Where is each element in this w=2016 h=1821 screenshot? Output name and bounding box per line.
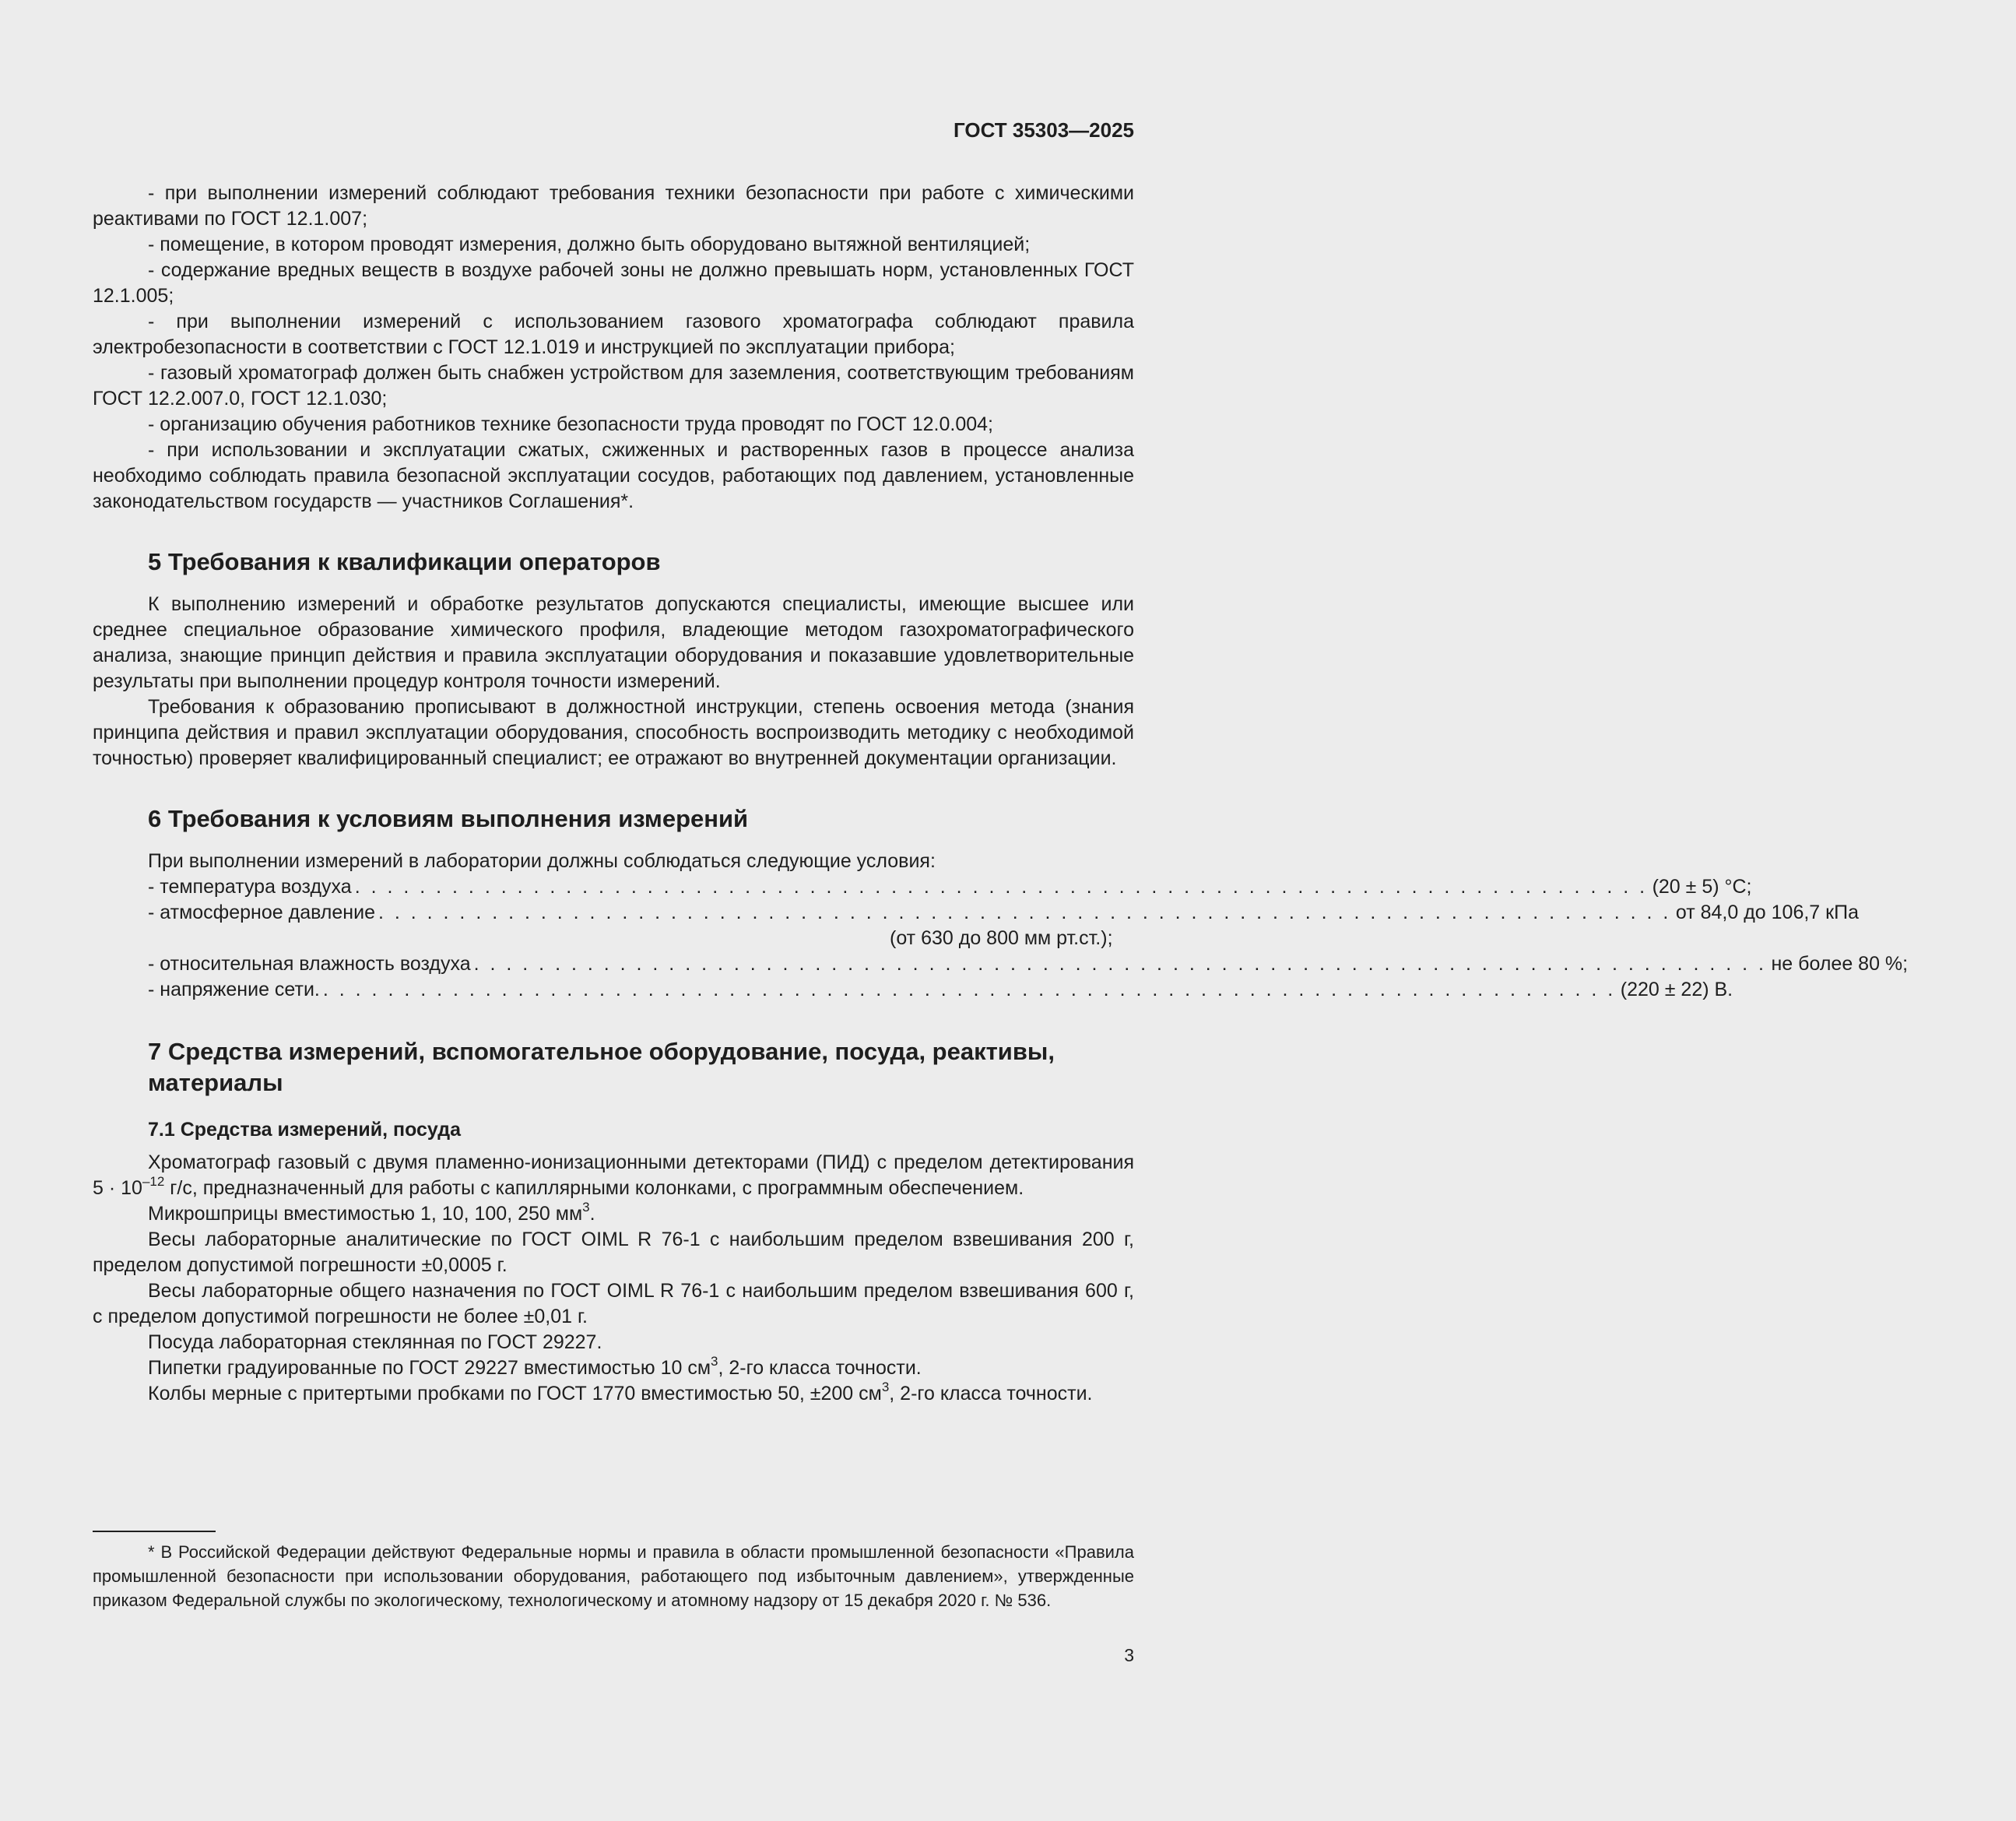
condition-row bbox=[93, 900, 1859, 926]
condition-label: - температура воздуха bbox=[148, 876, 352, 898]
superscript: –12 bbox=[142, 1173, 165, 1189]
condition-row bbox=[93, 874, 1752, 900]
document-body bbox=[93, 181, 1909, 1407]
dot-leader: . . . . . . . . . . . . . . . . . . . . . . . . . . . . . . . . . . . . . . . . . . . . . . . . . . . . . . . . . . . . . . . . . . . . . . . . . . . . . . . . bbox=[354, 876, 1648, 898]
text-run: г/с, предназначенный для работы с капиллярными колонками, с программным обеспечением. bbox=[164, 1177, 1024, 1199]
text-run: , 2-го класса точности. bbox=[718, 1357, 922, 1379]
condition-row bbox=[93, 977, 1733, 1003]
section-7-heading bbox=[93, 1036, 1134, 1099]
condition-label: - относительная влажность воздуха bbox=[148, 953, 471, 975]
condition-value: (20 ± 5) °С; bbox=[1652, 876, 1752, 898]
superscript: 3 bbox=[582, 1199, 590, 1215]
section-5-paragraph: Требования к образованию прописывают в должностной инструкции, степень освоения метода (знания принципа действия и правил эксплуатации оборудования, способность воспроизводить методику с необходимой точностью) проверяет квалифицированный специалист; ее отражают во внутренней документации организации. bbox=[93, 696, 1134, 769]
superscript: 3 bbox=[881, 1379, 890, 1394]
condition-label: - напряжение сети. bbox=[148, 979, 320, 1000]
text-run: Колбы мерные с притертыми пробками по ГОСТ 1770 вместимостью 50, ±200 см bbox=[148, 1383, 882, 1404]
list-item: - при выполнении измерений соблюдают требования техники безопасности при работе с химическими реактивами по ГОСТ 12.1.007; bbox=[93, 182, 1134, 230]
safety-requirements-list bbox=[93, 181, 1134, 515]
section-5-paragraph: К выполнению измерений и обработке результатов допускаются специалисты, имеющие высшее или среднее специальное образование химического профиля, владеющие методом газохроматографического анализа, знающие принцип действия и правила эксплуатации оборудования и показавшие удовлетворительные результаты при выполнении процедур контроля точности измерений. bbox=[93, 593, 1134, 692]
dot-leader: . . . . . . . . . . . . . . . . . . . . . . . . . . . . . . . . . . . . . . . . . . . . . . . . . . . . . . . . . . . . . . . . . . . . . . . . . . . . . . . . bbox=[378, 902, 1671, 923]
conditions-list bbox=[93, 874, 1909, 1003]
list-item: - при использовании и эксплуатации сжатых, сжиженных и растворенных газов в процессе анализа необходимо соблюдать правила безопасной эксплуатации сосудов, работающих под давлением, установленные законодательством государств — участников Соглашения*. bbox=[93, 439, 1134, 512]
list-item: - газовый хроматограф должен быть снабжен устройством для заземления, соответствующим требованиям ГОСТ 12.2.007.0, ГОСТ 12.1.030; bbox=[93, 362, 1134, 410]
text-run: Хроматограф газовый с двумя пламенно-ионизационными детекторами (ПИД) с пределом детектирования 5 · 10 bbox=[93, 1151, 1134, 1199]
equipment-paragraph: Посуда лабораторная стеклянная по ГОСТ 29227. bbox=[148, 1331, 602, 1353]
section-5-heading: 5 Требования к квалификации операторов bbox=[148, 548, 661, 575]
section-7-heading-line: материалы bbox=[148, 1069, 283, 1096]
list-item: - помещение, в котором проводят измерения, должно быть оборудовано вытяжной вентиляцией; bbox=[148, 234, 1031, 255]
section-6-intro: При выполнении измерений в лаборатории должны соблюдаться следующие условия: bbox=[148, 850, 936, 872]
equipment-paragraph bbox=[93, 1355, 1134, 1381]
list-item: - организацию обучения работников технике безопасности труда проводят по ГОСТ 12.0.004; bbox=[148, 413, 993, 435]
list-item: - содержание вредных веществ в воздухе рабочей зоны не должно превышать норм, установленных ГОСТ 12.1.005; bbox=[93, 259, 1134, 307]
equipment-paragraph bbox=[93, 1381, 1134, 1407]
footnote bbox=[93, 1540, 1134, 1612]
dot-leader: . . . . . . . . . . . . . . . . . . . . . . . . . . . . . . . . . . . . . . . . . . . . . . . . . . . . . . . . . . . . . . . . . . . . . . . . . . . . . . . . bbox=[473, 953, 1767, 975]
condition-row bbox=[93, 951, 1909, 977]
condition-value: (220 ± 22) В. bbox=[1620, 979, 1733, 1000]
condition-value: от 84,0 до 106,7 кПа bbox=[1675, 902, 1859, 923]
document-code-header: ГОСТ 35303—2025 bbox=[954, 118, 1134, 142]
dot-leader: . . . . . . . . . . . . . . . . . . . . . . . . . . . . . . . . . . . . . . . . . . . . . . . . . . . . . . . . . . . . . . . . . . . . . . . . . . . . . . . . bbox=[322, 979, 1616, 1000]
condition-label: - атмосферное давление bbox=[148, 902, 375, 923]
condition-value-continuation: (от 630 до 800 мм рт.ст.); bbox=[890, 927, 1113, 949]
section-7-heading-line: 7 Средства измерений, вспомогательное оборудование, посуда, реактивы, bbox=[148, 1038, 1055, 1065]
superscript: 3 bbox=[711, 1353, 718, 1369]
footnote-text: * В Российской Федерации действуют Федеральные нормы и правила в области промышленной безопасности «Правила промышленной безопасности при использовании оборудования, работающего под избыточным давлением», утвержденные приказом Федеральной службы по экологическому, технологическому и атомному надзору от 15 декабря 2020 г. № 536. bbox=[93, 1542, 1134, 1610]
list-item: - при выполнении измерений с использованием газового хроматографа соблюдают правила электробезопасности в соответствии с ГОСТ 12.1.019 и инструкцией по эксплуатации прибора; bbox=[93, 311, 1134, 358]
condition-value: не более 80 %; bbox=[1771, 953, 1909, 975]
document-page bbox=[93, 0, 1909, 1821]
subsection-7-1-heading: 7.1 Средства измерений, посуда bbox=[148, 1119, 461, 1141]
equipment-paragraph: Весы лабораторные аналитические по ГОСТ OIML R 76-1 с наибольшим пределом взвешивания 200 г, пределом допустимой погрешности ±0,0005 г. bbox=[93, 1229, 1134, 1276]
equipment-paragraph bbox=[93, 1201, 1134, 1227]
section-6-heading: 6 Требования к условиям выполнения измерений bbox=[148, 805, 749, 832]
text-run: Пипетки градуированные по ГОСТ 29227 вместимостью 10 см bbox=[148, 1357, 711, 1379]
equipment-paragraph bbox=[93, 1150, 1134, 1201]
page-number: 3 bbox=[1124, 1645, 1134, 1665]
equipment-paragraph: Весы лабораторные общего назначения по ГОСТ OIML R 76-1 с наибольшим пределом взвешивания 600 г, с пределом допустимой погрешности не более ±0,01 г. bbox=[93, 1280, 1134, 1327]
text-run: , 2-го класса точности. bbox=[889, 1383, 1093, 1404]
text-run: Микрошприцы вместимостью 1, 10, 100, 250 мм bbox=[148, 1203, 583, 1225]
footnote-divider bbox=[93, 1531, 216, 1532]
text-run: . bbox=[589, 1203, 595, 1225]
